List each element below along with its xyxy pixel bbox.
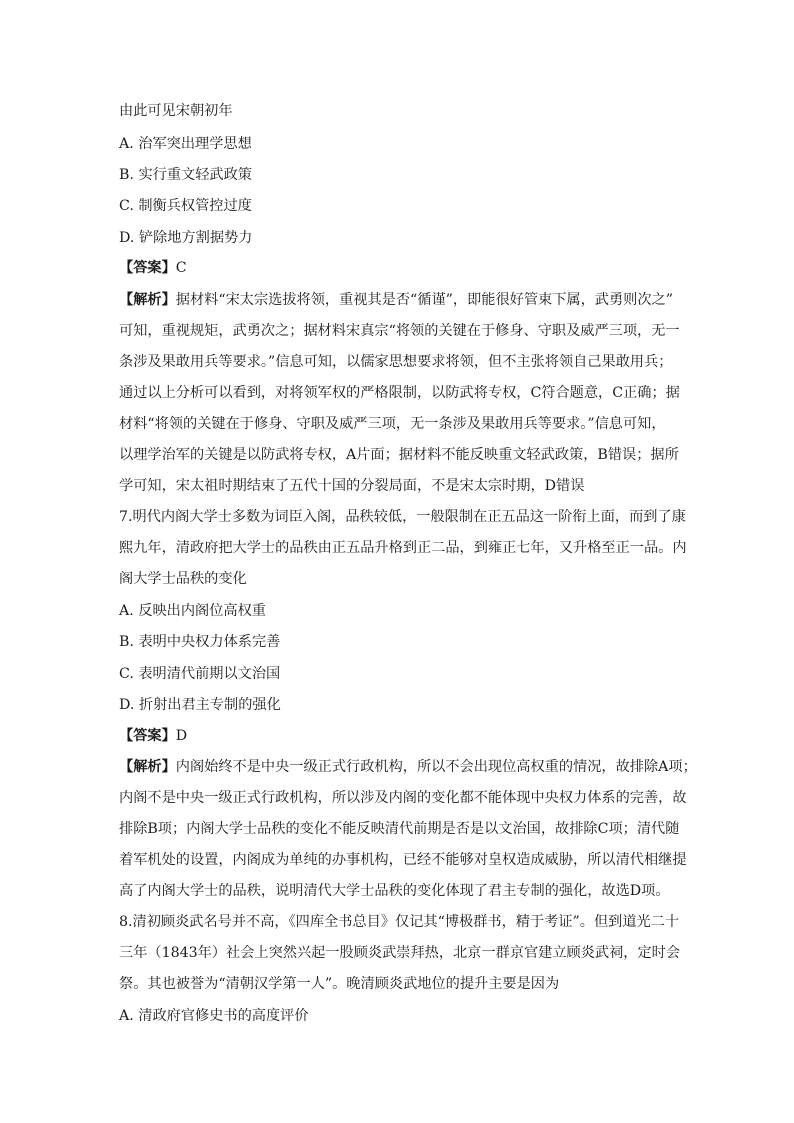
q7-option-d: D. 折射出君主专制的强化 [119, 697, 281, 713]
q6-analysis-label: 【解析】 [119, 292, 176, 308]
q7-analysis-line-4: 着军机处的设置，内阁成为单纯的办事机构，已经不能够对皇权造成威胁，所以清代相继提 [119, 852, 687, 868]
q7-answer-label: 【答案】 [119, 728, 176, 744]
q7-analysis-line-5: 高了内阁大学士的品秩，说明清代大学士品秩的变化体现了君主专制的强化，故选D项。 [119, 883, 670, 899]
q6-analysis-line-4: 通过以上分析可以看到，对将领军权的严格限制，以防武将专权，C符合题意，C正确；据 [119, 385, 680, 401]
q8-stem-line-2: 三年（1843年）社会上突然兴起一股顾炎武崇拜热，北京一群京官建立顾炎武祠，定时会 [119, 945, 681, 961]
q6-analysis-line-7: 学可知，宋太祖时期结束了五代十国的分裂局面，不是宋太宗时期，D错误 [119, 478, 585, 494]
q7-analysis-text: 内阁始终不是中央一级正式行政机构，所以不会出现位高权重的情况，故排除A项； [175, 759, 697, 775]
q7-stem-line-2: 熙九年，清政府把大学士的品秩由正五品升格到正二品，到雍正七年，又升格至正一品。内 [119, 540, 687, 556]
q6-analysis-line-5: 材料“将领的关键在于修身、守职及威严三项，无一条涉及果敢用兵等要求。”信息可知， [119, 416, 666, 432]
q7-analysis-line-2: 内阁不是中央一级正式行政机构，所以涉及内阁的变化都不能体现中央权力体系的完善，故 [119, 790, 687, 806]
q7-analysis-line-3: 排除B项；内阁大学士品秩的变化不能反映清代前期是否是以文治国，故排除C项；清代随 [119, 821, 680, 837]
q7-option-c: C. 表明清代前期以文治国 [119, 666, 281, 682]
q8-option-a: A. 清政府官修史书的高度评价 [119, 1008, 309, 1024]
q8-stem-line-1: 8.清初顾炎武名号并不高，《四库全书总目》仅记其“博极群书，精于考证”。但到道光二十 [119, 914, 680, 930]
q7-answer-value: D [175, 728, 188, 744]
q6-answer-value: C [175, 260, 187, 276]
q7-stem-line-3: 阁大学士品秩的变化 [119, 571, 247, 587]
q6-option-d: D. 铲除地方割据势力 [119, 230, 253, 246]
q6-analysis-line-6: 以理学治军的关键是以防武将专权，A片面；据材料不能反映重文轻武政策，B错误；据所 [119, 447, 679, 463]
q6-option-b: B. 实行重文轻武政策 [119, 167, 252, 183]
q7-answer-line [119, 726, 187, 746]
q6-analysis-line-3: 条涉及果敢用兵等要求。”信息可知，以儒家思想要求将领，但不主张将领自己果敢用兵； [119, 354, 673, 370]
q8-stem-line-3: 祭。其也被誉为“清朝汉学第一人”。晚清顾炎武地位的提升主要是因为 [119, 976, 560, 992]
q7-analysis-line-1 [119, 757, 697, 777]
q6-answer-line [119, 258, 187, 278]
q6-stem: 由此可见宋朝初年 [119, 103, 233, 119]
q7-stem-line-1: 7.明代内阁大学士多数为词臣入阁，品秩较低，一般限制在正五品这一阶衔上面，而到了康 [119, 509, 686, 525]
q7-option-b: B. 表明中央权力体系完善 [119, 634, 281, 650]
q6-option-a: A. 治军突出理学思想 [119, 136, 252, 152]
q6-analysis-text: 据材料“宋太宗选拔将领，重视其是否“循谨”，即能很好管束下属，武勇则次之” [175, 292, 673, 308]
q7-analysis-label: 【解析】 [119, 759, 176, 775]
q7-option-a: A. 反映出内阁位高权重 [119, 603, 266, 619]
q6-answer-label: 【答案】 [119, 260, 176, 276]
q6-option-c: C. 制衡兵权管控过度 [119, 198, 252, 214]
q6-analysis-line-1 [119, 290, 673, 310]
q6-analysis-line-2: 可知，重视规矩，武勇次之；据材料宋真宗“将领的关键在于修身、守职及威严三项，无一 [119, 323, 680, 339]
